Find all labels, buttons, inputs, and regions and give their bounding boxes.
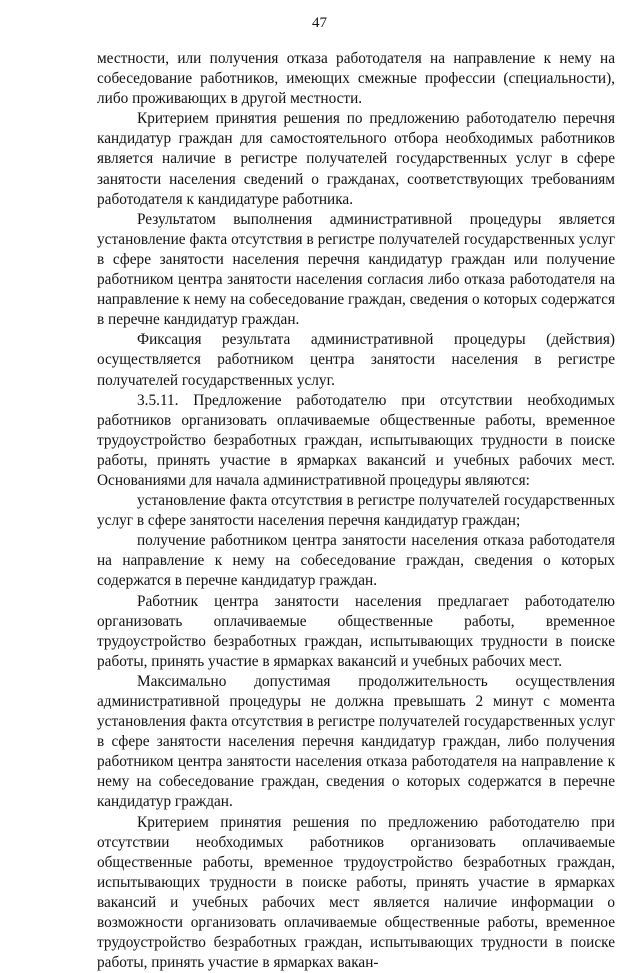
paragraph: получение работником центра занятости населения отказа работодателя на направление к нему на собеседование граждан, сведения о которых содержатся в перечне кандидатур граждан. (97, 532, 615, 590)
paragraph: Критерием принятия решения по предложению работодателю перечня кандидатур граждан для самостоятельного отбора необходимых работников является наличие в регистре получателей государственных услуг в сфере занятости населения сведений о гражданах, соответствующих требованиям работодателя к кандидатуре работника. (97, 110, 615, 208)
paragraph: Работник центра занятости населения предлагает работодателю организовать оплачиваемые общественные работы, временное трудоустройство безработных граждан, испытывающих трудности в поиске работы, принять участие в ярмарках вакансий и учебных рабочих мест. (97, 592, 615, 670)
paragraph: Критерием принятия решения по предложению работодателю при отсутствии необходимых работников организовать оплачиваемые общественные работы, временное трудоустройство безработных граждан, испытывающих трудности в поиске работы, принять участие в ярмарках вакансий и учебных рабочих мест является наличие информации о возможности организовать оплачиваемые общественные работы, временное трудоустройство безработных граждан, испытывающих трудности в поиске работы, принять участие в ярмарках вакан- (97, 813, 615, 972)
paragraph: Максимально допустимая продолжительность осуществления административной процедуры не должна превышать 2 минут с момента установления факта отсутствия в регистре получателей государственных услуг в сфере занятости населения перечня кандидатур граждан, либо получения работником центра занятости населения отказа работодателя на направление к нему на собеседование граждан, сведения о которых содержатся в перечне кандидатур граждан. (97, 672, 615, 811)
paragraph: местности, или получения отказа работодателя на направление к нему на собеседование работников, имеющих смежные профессии (специальности), либо проживающих в другой местности. (97, 50, 615, 108)
paragraph: установление факта отсутствия в регистре получателей государственных услуг в сфере занятости населения перечня кандидатур граждан; (97, 492, 615, 530)
page-number: 47 (312, 15, 327, 31)
paragraph: Фиксация результата административной процедуры (действия) осуществляется работником центра занятости населения в регистре получателей государственных услуг. (97, 331, 615, 389)
body-text (97, 49, 615, 973)
paragraph: 3.5.11. Предложение работодателю при отсутствии необходимых работников организовать оплачиваемые общественные работы, временное трудоустройство безработных граждан, испытывающих трудности в поиске работы, принять участие в ярмарках вакансий и учебных рабочих мест. Основаниями для начала административной процедуры являются: (97, 391, 615, 489)
paragraph: Результатом выполнения административной процедуры является установление факта отсутствия в регистре получателей государственных услуг в сфере занятости населения перечня кандидатур граждан или получение работником центра занятости населения согласия либо отказа работодателя на направление к нему на собеседование граждан, сведения о которых содержатся в перечне кандидатур граждан. (97, 210, 615, 329)
